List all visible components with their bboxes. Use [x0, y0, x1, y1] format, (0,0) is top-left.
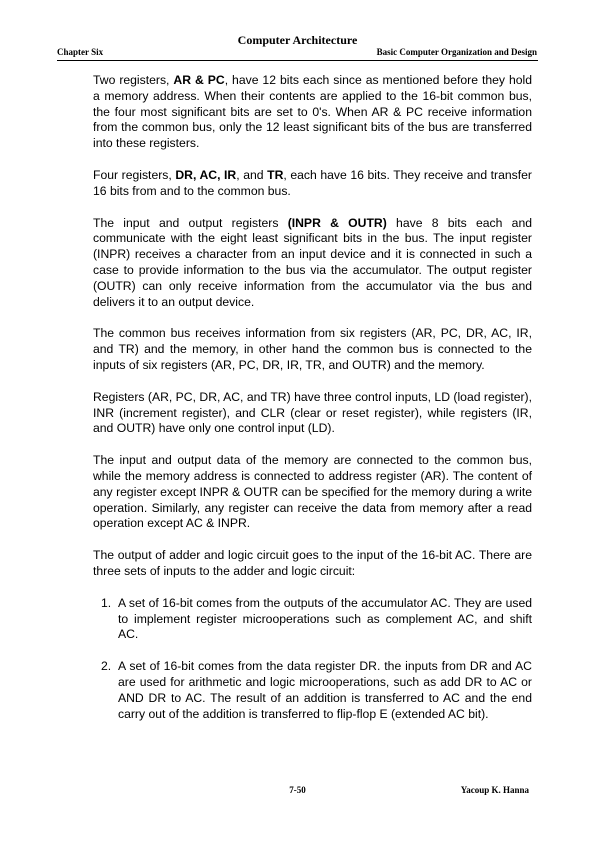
bold-term: (INPR & OUTR)	[287, 215, 387, 230]
bold-term: AR & PC	[173, 73, 225, 87]
page-number: 7-50	[289, 785, 306, 795]
paragraph-ar-pc	[93, 73, 532, 152]
list-item-number: 1.	[101, 595, 112, 610]
text-run: have 8 bits each and communicate with the eight least significant bits in the bus. The input register (INPR) receives a character from an input device and it is connected in such a case to provide information to the bus via the accumulator. The output register (OUTR) can only receive information from the accumulator via the bus and delivers it to an output device.	[93, 215, 533, 309]
list-item-text: A set of 16-bit comes from the outputs of the accumulator AC. They are used to implement register microoperations such as complement AC, and shift AC.	[118, 595, 532, 642]
text-run: , each have 16 bits. They receive and transfer 16 bits from and to the common bus.	[93, 167, 532, 198]
input-sets-list	[93, 596, 532, 723]
author-name: Yacoup K. Hanna	[460, 785, 529, 795]
section-label: Basic Computer Organization and Design	[376, 47, 537, 57]
list-item	[93, 659, 532, 722]
text-run: The input and output registers	[93, 215, 288, 230]
paragraph-memory-data: The input and output data of the memory are connected to the common bus, while the memory address is connected to address register (AR). The content of any register except INPR & OUTR can be specified for the memory during a write operation. Similarly, any register can receive the data from memory after a read operation except AC & INPR.	[93, 453, 532, 531]
list-item-number: 2.	[101, 659, 112, 674]
paragraph-adder-logic: The output of adder and logic circuit goes to the input of the 16-bit AC. There are three sets of inputs to the adder and logic circuit:	[93, 548, 532, 578]
chapter-label: Chapter Six	[57, 47, 104, 57]
paragraph-common-bus: The common bus receives information from six registers (AR, PC, DR, AC, IR, and TR) and the memory, in other hand the common bus is connected to the inputs of six registers (AR, PC, DR, IR, TR, and OUTR) and the memory.	[93, 326, 532, 372]
document-body	[93, 73, 532, 738]
text-run: Four registers,	[93, 167, 176, 182]
list-item-text: A set of 16-bit comes from the data register DR. the inputs from DR and AC are used for arithmetic and logic microoperations, such as add DR to AC or AND DR to AC. The result of an addition is transferred to AC and the end carry out of the addition is transferred to flip-flop E (extended AC bit).	[118, 659, 532, 721]
bold-term: DR, AC, IR	[175, 167, 237, 182]
bold-term: TR	[267, 167, 284, 182]
paragraph-control-inputs: Registers (AR, PC, DR, AC, and TR) have three control inputs, LD (load register), INR (increment register), and CLR (clear or reset register), while registers (IR, and OUTR) have only one control input (LD).	[93, 389, 532, 436]
text-run: , have 12 bits each since as mentioned before they hold a memory address. When their contents are applied to the 16-bit common bus, the four most significant bits are set to 0's. When AR & PC receive information from the common bus, only the 12 least significant bits of the bus are transferred into these registers.	[93, 73, 533, 151]
header-divider	[57, 60, 538, 61]
text-run: Two registers,	[93, 73, 174, 87]
list-item	[93, 596, 532, 643]
paragraph-io-registers	[93, 216, 532, 311]
document-title: Computer Architecture	[237, 33, 358, 47]
text-run: , and	[236, 167, 268, 182]
paragraph-16bit-registers	[93, 168, 532, 200]
